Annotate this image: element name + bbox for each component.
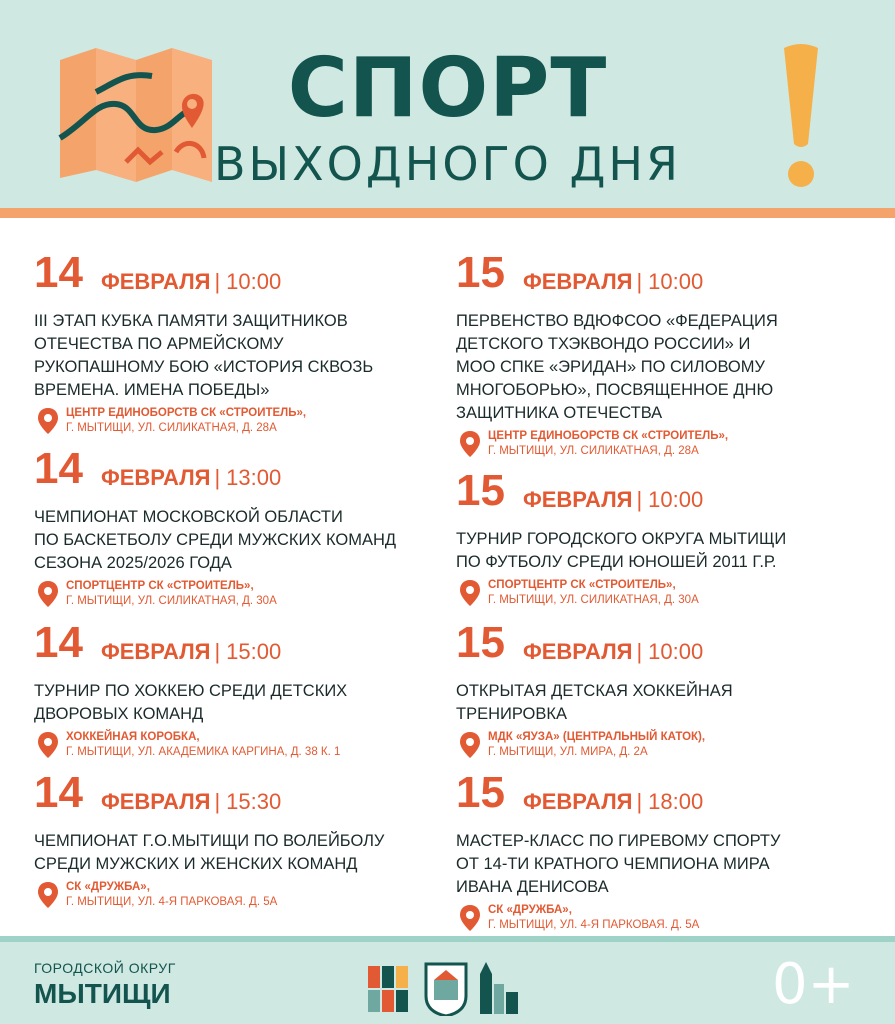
- event-time: 13:00: [226, 465, 282, 490]
- event-month: ФЕВРАЛЯ: [100, 789, 211, 814]
- event-title-line: ПО ФУТБОЛУ СРЕДИ ЮНОШЕЙ 2011 Г.Р.: [456, 553, 777, 571]
- venue-name: СПОРТЦЕНТР СК «СТРОИТЕЛЬ»,: [66, 580, 254, 592]
- event-title-line: ОТЕЧЕСТВА ПО АРМЕЙСКОМУ: [34, 335, 284, 353]
- footer: [0, 942, 895, 1024]
- event-title: [34, 506, 454, 575]
- venue-name: МДК «ЯУЗА» (ЦЕНТРАЛЬНЫЙ КАТОК),: [488, 731, 706, 743]
- venue-address: Г. МЫТИЩИ, УЛ. 4-Я ПАРКОВАЯ. Д. 5А: [488, 919, 700, 931]
- location-pin-icon: [38, 581, 58, 607]
- date-separator: |: [636, 269, 643, 294]
- event-month: ФЕВРАЛЯ: [522, 487, 633, 512]
- date-separator: |: [214, 465, 221, 490]
- event-day: 15: [456, 466, 505, 515]
- venue-address: Г. МЫТИЩИ, УЛ. МИРА, Д. 2А: [488, 746, 648, 758]
- venue-name: ЦЕНТР ЕДИНОБОРСТВ СК «СТРОИТЕЛЬ»,: [66, 407, 307, 419]
- event-time: 15:00: [226, 639, 282, 664]
- event-title-line: ДЕТСКОГО ТХЭКВОНДО РОССИИ» И: [456, 335, 751, 353]
- event-day: 15: [456, 248, 505, 297]
- partner-logos-icon: [368, 960, 520, 1016]
- event-card: [456, 462, 876, 608]
- event-venue: [456, 903, 876, 933]
- location-pin-icon: [460, 580, 480, 606]
- event-card: [34, 244, 454, 436]
- event-card: [34, 764, 454, 910]
- footer-city-name: МЫТИЩИ: [34, 978, 171, 1009]
- event-month: ФЕВРАЛЯ: [100, 465, 211, 490]
- event-title-line: ПО БАСКЕТБОЛУ СРЕДИ МУЖСКИХ КОМАНД: [34, 531, 397, 549]
- event-venue: [34, 579, 454, 609]
- event-title-line: ТУРНИР ПО ХОККЕЮ СРЕДИ ДЕТСКИХ: [34, 682, 348, 700]
- age-rating-badge: 0+: [772, 952, 855, 1017]
- venue-address: Г. МЫТИЩИ, УЛ. СИЛИКАТНАЯ, Д. 28А: [488, 445, 699, 457]
- event-title-line: ПЕРВЕНСТВО ВДЮФСОО «ФЕДЕРАЦИЯ: [456, 312, 778, 330]
- event-title-line: ОТКРЫТАЯ ДЕТСКАЯ ХОККЕЙНАЯ: [456, 682, 733, 700]
- event-title-line: ИВАНА ДЕНИСОВА: [456, 878, 609, 896]
- event-title-line: ДВОРОВЫХ КОМАНД: [34, 705, 204, 723]
- event-day: 15: [456, 768, 505, 817]
- venue-address: Г. МЫТИЩИ, УЛ. СИЛИКАТНАЯ, Д. 30А: [488, 594, 699, 606]
- event-title: [34, 310, 454, 402]
- event-title-line: ЧЕМПИОНАТ Г.О.МЫТИЩИ ПО ВОЛЕЙБОЛУ: [34, 832, 385, 850]
- footer-district-label: ГОРОДСКОЙ ОКРУГ: [34, 960, 176, 976]
- event-date: [34, 244, 454, 302]
- event-title: [34, 830, 454, 876]
- event-card: [456, 764, 876, 933]
- event-card: [34, 440, 454, 609]
- event-date: [456, 244, 876, 302]
- event-month: ФЕВРАЛЯ: [522, 269, 633, 294]
- location-pin-icon: [460, 732, 480, 758]
- date-separator: |: [214, 789, 221, 814]
- venue-name: ХОККЕЙНАЯ КОРОБКА,: [66, 731, 200, 743]
- venue-name: СК «ДРУЖБА»,: [66, 881, 150, 893]
- location-pin-icon: [38, 882, 58, 908]
- event-title-line: ТУРНИР ГОРОДСКОГО ОКРУГА МЫТИЩИ: [456, 530, 787, 548]
- mki-logo-icon: [368, 966, 408, 1012]
- date-separator: |: [214, 269, 221, 294]
- event-title: [456, 830, 876, 899]
- event-card: [456, 244, 876, 459]
- event-date: [34, 440, 454, 498]
- city-emblem-icon: [426, 964, 466, 1016]
- header-divider: [0, 208, 895, 218]
- event-title: [456, 310, 876, 425]
- event-time: 10:00: [648, 639, 704, 664]
- location-pin-icon: [38, 732, 58, 758]
- event-title-line: ТРЕНИРОВКА: [456, 705, 567, 723]
- event-venue: [34, 730, 454, 760]
- event-date: [456, 764, 876, 822]
- date-separator: |: [636, 639, 643, 664]
- exclamation-icon: [778, 40, 824, 190]
- event-month: ФЕВРАЛЯ: [522, 639, 633, 664]
- venue-name: ЦЕНТР ЕДИНОБОРСТВ СК «СТРОИТЕЛЬ»,: [488, 430, 729, 442]
- event-day: 14: [34, 768, 83, 817]
- location-pin-icon: [38, 408, 58, 434]
- event-venue: [34, 406, 454, 436]
- event-day: 14: [34, 444, 83, 493]
- event-title-line: СРЕДИ МУЖСКИХ И ЖЕНСКИХ КОМАНД: [34, 855, 358, 873]
- event-title-line: РУКОПАШНОМУ БОЮ «ИСТОРИЯ СКВОЗЬ: [34, 358, 374, 376]
- event-title-line: МНОГОБОРЬЮ», ПОСВЯЩЕННОЕ ДНЮ: [456, 381, 774, 399]
- location-pin-icon: [460, 905, 480, 931]
- event-day: 14: [34, 618, 83, 667]
- venue-address: Г. МЫТИЩИ, УЛ. СИЛИКАТНАЯ, Д. 28А: [66, 422, 277, 434]
- event-date: [34, 764, 454, 822]
- event-title-line: МОО СПКЕ «ЭРИДАН» ПО СИЛОВОМУ: [456, 358, 765, 376]
- event-title: [456, 528, 876, 574]
- event-time: 10:00: [648, 269, 704, 294]
- venue-address: Г. МЫТИЩИ, УЛ. СИЛИКАТНАЯ, Д. 30А: [66, 595, 277, 607]
- event-title-line: ЗАЩИТНИКА ОТЕЧЕСТВА: [456, 404, 663, 422]
- event-month: ФЕВРАЛЯ: [100, 639, 211, 664]
- event-date: [456, 614, 876, 672]
- venue-name: СПОРТЦЕНТР СК «СТРОИТЕЛЬ»,: [488, 579, 676, 591]
- venue-address: Г. МЫТИЩИ, УЛ. 4-Я ПАРКОВАЯ. Д. 5А: [66, 896, 278, 908]
- event-venue: [456, 730, 876, 760]
- location-pin-icon: [460, 431, 480, 457]
- page-subtitle: ВЫХОДНОГО ДНЯ: [214, 137, 681, 191]
- event-card: [34, 614, 454, 760]
- event-date: [34, 614, 454, 672]
- event-time: 15:30: [226, 789, 282, 814]
- event-time: 18:00: [648, 789, 704, 814]
- date-separator: |: [214, 639, 221, 664]
- event-venue: [456, 429, 876, 459]
- event-day: 14: [34, 248, 83, 297]
- event-venue: [456, 578, 876, 608]
- event-time: 10:00: [226, 269, 282, 294]
- event-day: 15: [456, 618, 505, 667]
- event-title-line: СЕЗОНА 2025/2026 ГОДА: [34, 554, 232, 572]
- venue-name: СК «ДРУЖБА»,: [488, 904, 572, 916]
- event-time: 10:00: [648, 487, 704, 512]
- event-month: ФЕВРАЛЯ: [100, 269, 211, 294]
- page-title: СПОРТ: [287, 41, 608, 136]
- event-title-line: МАСТЕР-КЛАСС ПО ГИРЕВОМУ СПОРТУ: [456, 832, 781, 850]
- event-card: [456, 614, 876, 760]
- event-title: [34, 680, 454, 726]
- event-month: ФЕВРАЛЯ: [522, 789, 633, 814]
- event-title: [456, 680, 876, 726]
- event-title-line: ВРЕМЕНА. ИМЕНА ПОБЕДЫ»: [34, 381, 270, 399]
- building-logo-icon: [480, 962, 518, 1014]
- event-title-line: III ЭТАП КУБКА ПАМЯТИ ЗАЩИТНИКОВ: [34, 312, 348, 330]
- date-separator: |: [636, 789, 643, 814]
- date-separator: |: [636, 487, 643, 512]
- event-date: [456, 462, 876, 520]
- event-title-line: ОТ 14-ТИ КРАТНОГО ЧЕМПИОНА МИРА: [456, 855, 770, 873]
- venue-address: Г. МЫТИЩИ, УЛ. АКАДЕМИКА КАРГИНА, Д. 38 К. 1: [66, 746, 341, 758]
- event-venue: [34, 880, 454, 910]
- event-title-line: ЧЕМПИОНАТ МОСКОВСКОЙ ОБЛАСТИ: [34, 508, 343, 526]
- header-banner: [0, 0, 895, 208]
